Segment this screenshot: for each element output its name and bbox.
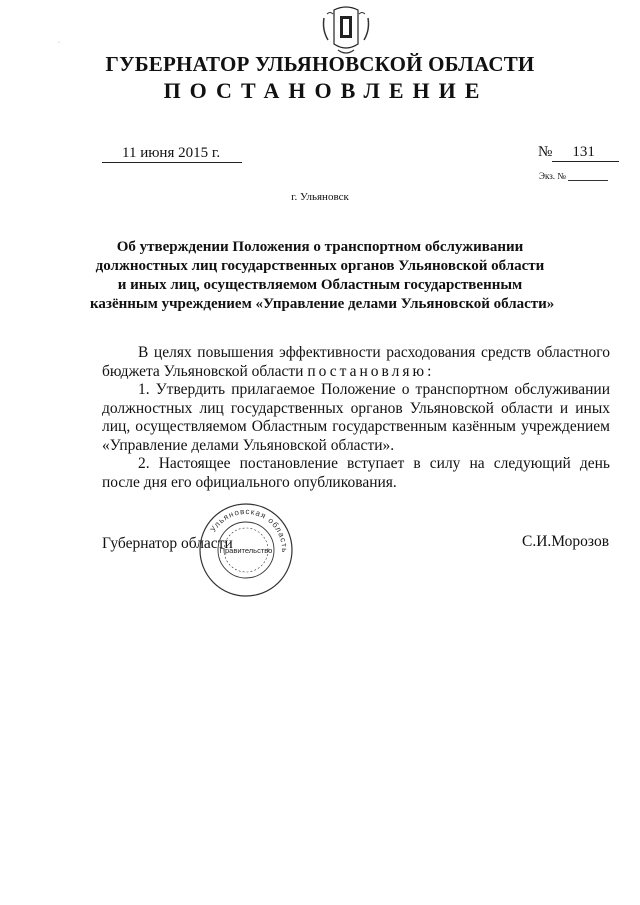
official-seal-stamp (196, 500, 296, 600)
item-1-paragraph: 1. Утвердить прилагаемое Положение о транспортном обслуживании должностных лиц государственных органов Ульяновской области и иных лиц, осуществляемом Областным государственным казённым учреждением «Управление делами Ульяновской области». (102, 381, 610, 454)
coat-of-arms-emblem (318, 4, 374, 56)
seal-center-text: Правительство (219, 546, 273, 555)
copy-number (539, 171, 608, 181)
document-title (90, 238, 555, 314)
title-line: Об утверждении Положения о транспортном обслуживании (116, 239, 524, 255)
item-2-paragraph: 2. Настоящее постановление вступает в силу на следующий день после дня его официального опубликования. (102, 455, 610, 491)
city: г. Ульяновск (291, 191, 349, 203)
title-line: и иных лиц, осуществляемом Областным государственным (117, 277, 523, 293)
signatory-position: Губернатор области (102, 535, 233, 552)
number-value: 131 (552, 143, 619, 162)
title-line: казённым учреждением «Управление делами Ульяновской области» (90, 296, 555, 312)
copy-label: Экз. № (539, 171, 566, 181)
document-body (102, 344, 610, 492)
decree-word: постановляю: (307, 362, 435, 380)
scan-artifact: · (58, 40, 60, 46)
seal-ring-text: Ульяновская область (208, 506, 290, 554)
document-date: 11 июня 2015 г. (102, 144, 242, 163)
signatory-name: С.И.Морозов (522, 533, 610, 550)
title-line: должностных лиц государственных органов Ульяновской области (95, 258, 545, 274)
document-type: ПОСТАНОВЛЕНИЕ (163, 78, 489, 103)
intro-text: В целях повышения эффективности расходования средств областного бюджета Ульяновской области (102, 344, 610, 380)
number-prefix: № (538, 144, 553, 160)
document-number (538, 143, 619, 162)
issuing-authority: ГУБЕРНАТОР УЛЬЯНОВСКОЙ ОБЛАСТИ (105, 52, 535, 76)
copy-number-line (568, 180, 608, 181)
intro-paragraph (102, 344, 610, 381)
